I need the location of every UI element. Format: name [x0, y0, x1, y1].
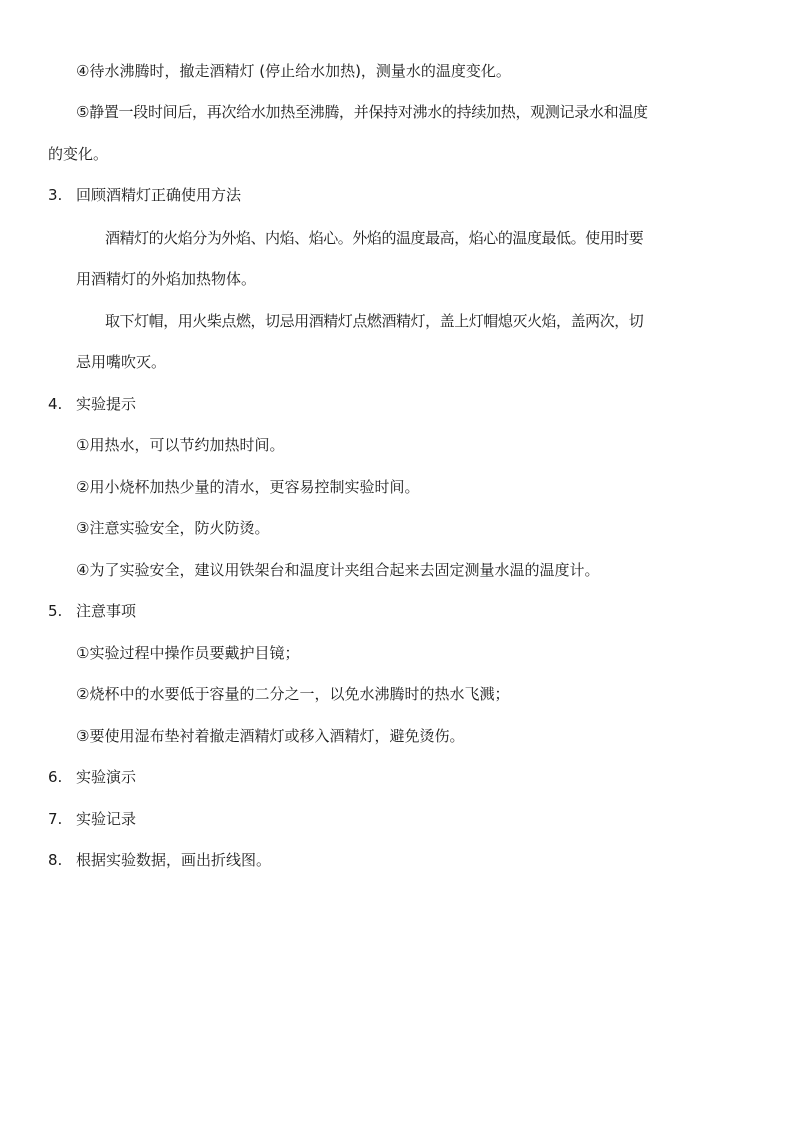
section-3-title: 回顾酒精灯正确使用方法	[76, 186, 242, 204]
section-3-number: 3.	[48, 186, 63, 204]
section-5-title: 注意事项	[76, 602, 137, 620]
section-8-number: 8.	[48, 851, 63, 869]
section-7-number: 7.	[48, 810, 63, 828]
lamp-paragraph-2-line1: 取下灯帽，用火柴点燃，切忌用酒精灯点燃酒精灯，盖上灯帽熄灭火焰，盖两次，切	[105, 312, 644, 330]
tip-item: ①用热水，可以节约加热时间。	[76, 436, 285, 454]
note-item: ①实验过程中操作员要戴护目镜；	[76, 644, 300, 662]
tip-item: ②用小烧杯加热少量的清水，更容易控制实验时间。	[76, 478, 420, 496]
section-6-number: 6.	[48, 768, 63, 786]
section-8-title: 根据实验数据，画出折线图。	[76, 851, 272, 869]
tip-item: ④为了实验安全，建议用铁架台和温度计夹组合起来去固定测量水温的温度计。	[76, 561, 600, 579]
step-4-text: ④待水沸腾时，撤走酒精灯 (停止给水加热)，测量水的温度变化。	[76, 62, 511, 80]
lamp-paragraph-1-line1: 酒精灯的火焰分为外焰、内焰、焰心。外焰的温度最高，焰心的温度最低。使用时要	[105, 229, 644, 247]
note-item: ③要使用湿布垫衬着撤走酒精灯或移入酒精灯，避免烫伤。	[76, 727, 465, 745]
section-4-number: 4.	[48, 395, 63, 413]
section-4-title: 实验提示	[76, 395, 137, 413]
lamp-paragraph-1-line2: 用酒精灯的外焰加热物体。	[76, 270, 257, 288]
lamp-paragraph-2-line2: 忌用嘴吹灭。	[76, 353, 167, 371]
note-item: ②烧杯中的水要低于容量的二分之一，以免水沸腾时的热水飞溅；	[76, 685, 510, 703]
section-6-title: 实验演示	[76, 768, 137, 786]
step-5-text-line2: 的变化。	[48, 145, 109, 163]
section-7-title: 实验记录	[76, 810, 137, 828]
section-5-number: 5.	[48, 602, 63, 620]
step-5-text-line1: ⑤静置一段时间后，再次给水加热至沸腾，并保持对沸水的持续加热，观测记录水和温度	[76, 103, 648, 121]
tip-item: ③注意实验安全，防火防烫。	[76, 519, 270, 537]
